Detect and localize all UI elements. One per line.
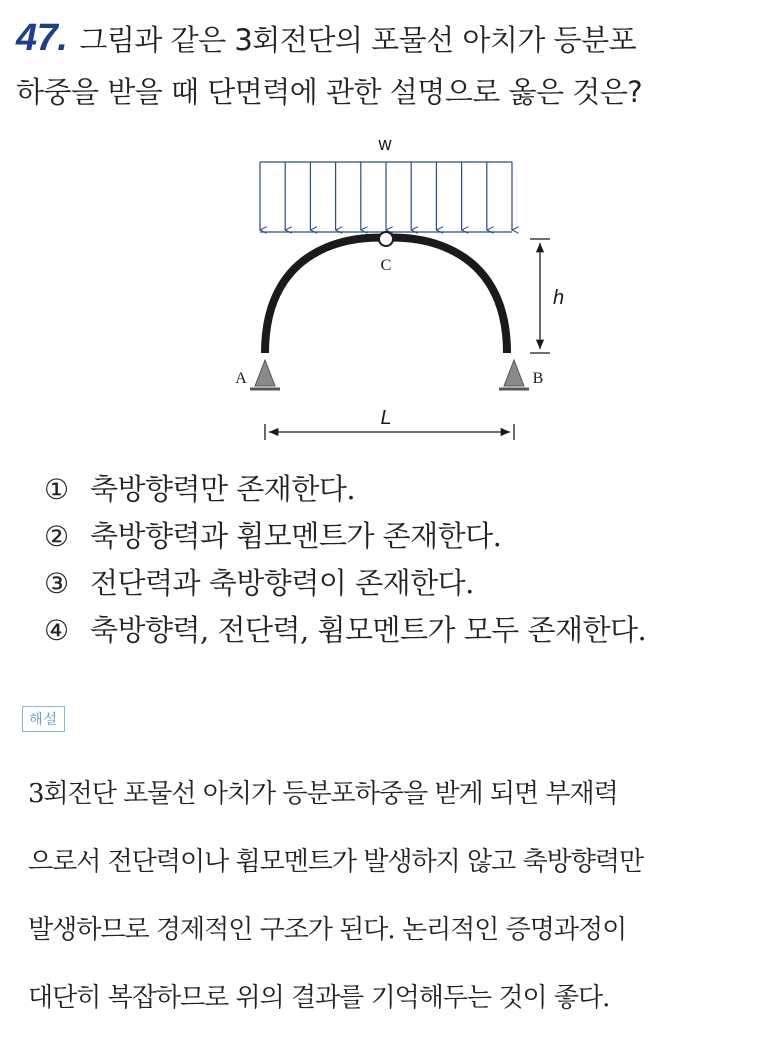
- explanation-line-4: 대단히 복잡하므로 위의 결과를 기억해두는 것이 좋다.: [28, 983, 610, 1013]
- question-text-line-1: 그림과 같은 3회전단의 포물선 아치가 등분포: [79, 23, 637, 57]
- option-1-text: 축방향력만 존재한다.: [90, 472, 356, 506]
- explanation-line-2: 으로서 전단력이나 휨모멘트가 발생하지 않고 축방향력만: [28, 847, 644, 877]
- option-2-number: ②: [44, 520, 69, 553]
- option-1-number: ①: [44, 473, 69, 506]
- explanation-text: [28, 760, 764, 1032]
- explanation-line-3: 발생하므로 경제적인 구조가 된다. 논리적인 증명과정이: [28, 915, 627, 945]
- option-3-number: ③: [44, 567, 69, 600]
- option-1[interactable]: [44, 466, 764, 513]
- option-3-text: 전단력과 축방향력이 존재한다.: [90, 566, 474, 600]
- option-3[interactable]: [44, 560, 764, 607]
- option-2-text: 축방향력과 휨모멘트가 존재한다.: [90, 519, 502, 553]
- arch-diagram: [210, 128, 570, 448]
- option-4[interactable]: [44, 607, 764, 654]
- support-a-label: A: [235, 370, 247, 387]
- support-b: [499, 360, 529, 389]
- explanation-line-1: 3회전단 포물선 아치가 등분포하중을 받게 되면 부재력: [28, 779, 618, 809]
- support-b-label: B: [532, 370, 544, 387]
- question-text-line-2: 하중을 받을 때 단면력에 관한 설명으로 옳은 것은?: [16, 75, 643, 109]
- support-a: [250, 360, 280, 389]
- load-label: w: [378, 134, 392, 154]
- arch-curve: [265, 238, 507, 353]
- question: [16, 12, 772, 118]
- question-line-1: [16, 12, 772, 66]
- option-2[interactable]: [44, 513, 764, 560]
- option-4-number: ④: [44, 614, 69, 647]
- crown-label: C: [380, 257, 392, 274]
- crown-hinge: [379, 232, 393, 246]
- distributed-load: [260, 162, 512, 232]
- answer-options: [44, 466, 764, 654]
- height-label: h: [553, 287, 565, 309]
- question-number: 47.: [16, 17, 68, 59]
- question-line-2: [16, 66, 772, 118]
- explanation-tag: 해설: [22, 706, 65, 732]
- option-4-text: 축방향력, 전단력, 휨모멘트가 모두 존재한다.: [90, 613, 647, 647]
- span-label: L: [380, 407, 392, 429]
- arch-figure: [210, 128, 570, 448]
